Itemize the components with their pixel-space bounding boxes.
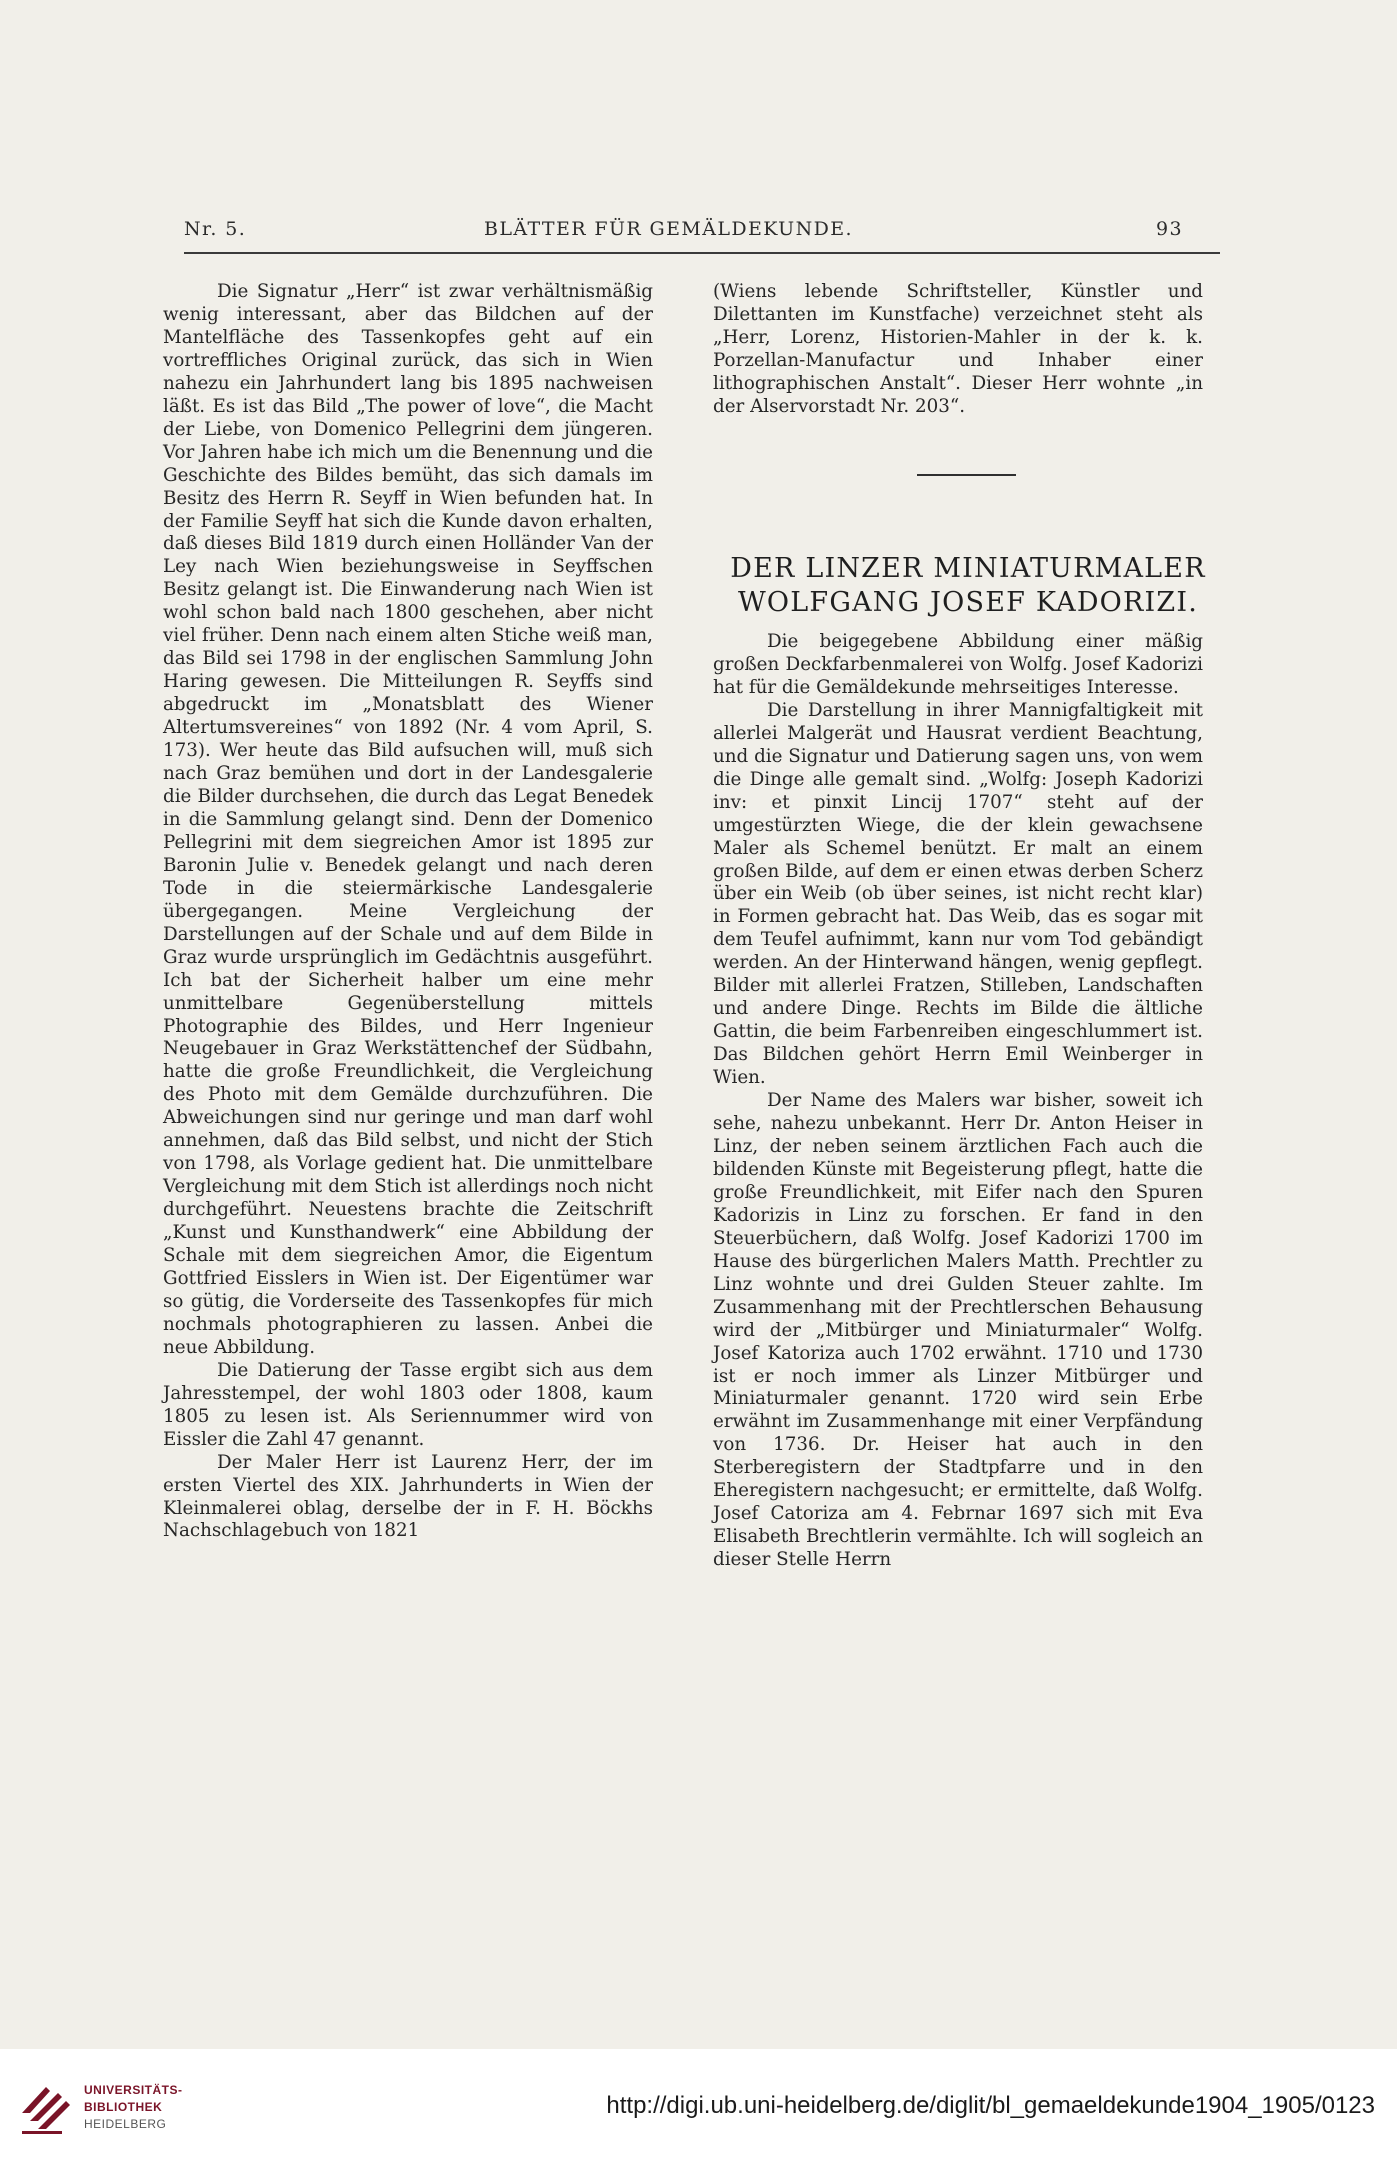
- library-name-line1: UNIVERSITÄTS-: [84, 2083, 183, 2097]
- section-separator: [917, 474, 1016, 476]
- article-title-line2: WOLFGANG JOSEF KADORIZI.: [737, 587, 1199, 618]
- header-rule: [184, 252, 1220, 254]
- left-column: [163, 281, 653, 1543]
- header-page-number: 93: [1156, 218, 1183, 240]
- library-logo-icon: [16, 2073, 76, 2137]
- library-name-line2: BIBLIOTHEK: [84, 2100, 163, 2114]
- paragraph: Die Datierung der Tasse ergibt sich aus dem Jahresstempel, der wohl 1803 oder 1808, kaum 1805 zu lesen ist. Als Seriennummer wird von Eissler die Zahl 47 genannt.: [163, 1359, 653, 1450]
- paragraph: Die beigegebene Abbildung einer mäßig großen Deckfarbenmalerei von Wolfg. Josef Kadorizi hat für die Gemäldekunde mehrseitiges Interesse.: [713, 631, 1203, 698]
- paragraph: Die Signatur „Herr“ ist zwar verhältnismäßig wenig interessant, aber das Bildchen auf der Mantelfläche des Tassenkopfes geht auf ein vortreffliches Original zurück, das sich in Wien nahezu ein Jahrhundert lang bis 1895 nachweisen läßt. Es ist das Bild „The power of love“, die Macht der Liebe, von Domenico Pellegrini dem jüngeren. Vor Jahren habe ich mich um die Benennung und die Geschichte des Bildes bemüht, das sich damals im Besitz des Herrn R. Seyff in Wien befunden hat. In der Familie Seyff hat sich die Kunde davon erhalten, daß dieses Bild 1819 durch einen Holländer Van der Ley nach Wien beziehungsweise in Seyffschen Besitz gelangt ist. Die Einwanderung nach Wien ist wohl schon bald nach 1800 geschehen, aber nicht viel früher. Denn nach einem alten Stiche weiß man, das Bild sei 1798 in der englischen Sammlung John Haring gewesen. Die Mitteilungen R. Seyffs sind abgedruckt im „Monatsblatt des Wiener Altertumsvereines“ von 1892 (Nr. 4 vom April, S. 173). Wer heute das Bild aufsuchen will, muß sich nach Graz bemühen und dort in der Landesgalerie die Bilder durchsehen, die durch das Legat Benedek in die Sammlung gelangt sind. Denn der Domenico Pellegrini mit dem siegreichen Amor ist 1895 zur Baronin Julie v. Benedek gelangt und nach deren Tode in die steiermärkische Landesgalerie übergegangen. Meine Vergleichung der Darstellungen auf der Schale und auf dem Bilde in Graz wurde ursprünglich im Gedächtnis ausgeführt. Ich bat der Sicherheit halber um eine mehr unmittelbare Gegenüberstellung mittels Photographie des Bildes, und Herr Ingenieur Neugebauer in Graz Werkstättenchef der Südbahn, hatte die große Freundlichkeit, die Vergleichung des Photo mit dem Gemälde durchzuführen. Die Abweichungen sind nur geringe und man darf wohl annehmen, daß das Bild selbst, und nicht der Stich von 1798, als Vorlage gedient hat. Die unmittelbare Vergleichung mit dem Stich ist allerdings noch nicht durchgeführt. Neuestens brachte die Zeitschrift „Kunst und Kunsthandwerk“ eine Abbildung der Schale mit dem siegreichen Amor, die Eigentum Gottfried Eisslers in Wien ist. Der Eigentümer war so gütig, die Vorderseite des Tassenkopfes für mich nochmals photographieren zu lassen. Anbei die neue Abbildung.: [163, 281, 653, 1358]
- article-title-line1: DER LINZER MINIATURMALER: [730, 553, 1206, 584]
- paragraph: (Wiens lebende Schriftsteller, Künstler und Dilettanten im Kunstfache) verzeichnet steht als „Herr, Lorenz, Historien-Mahler in der k. k. Porzellan-Manufactur und Inhaber einer lithographischen Anstalt“. Dieser Herr wohnte „in der Alservorstadt Nr. 203“.: [713, 281, 1203, 417]
- paragraph: Der Name des Malers war bisher, soweit ich sehe, nahezu unbekannt. Herr Dr. Anton Heiser in Linz, der neben seinem ärztlichen Fach auch die bildenden Künste mit Begeisterung pflegt, hatte die große Freundlichkeit, mit Eifer nach den Spuren Kadorizis in Linz zu forschen. Er fand in den Steuerbüchern, daß Wolfg. Josef Kadorizi 1700 im Hause des bürgerlichen Malers Matth. Prechtler zu Linz wohnte und drei Gulden Steuer zahlte. Im Zusammenhang mit der Prechtlerschen Behausung wird der „Mitbürger und Miniaturmaler“ Wolfg. Josef Katoriza auch 1702 erwähnt. 1710 und 1730 ist er noch immer als Linzer Mitbürger und Miniaturmaler genannt. 1720 wird sein Erbe erwähnt im Zusammenhange mit einer Verpfändung von 1736. Dr. Heiser hat auch in den Sterberegistern der Stadtpfarre und in den Eheregistern nachgesucht; er ermittelte, daß Wolfg. Josef Catoriza am 4. Febrnar 1697 sich mit Eva Elisabeth Brechtlerin vermählte. Ich will sogleich an dieser Stelle Herrn: [713, 1090, 1203, 1571]
- paragraph: Der Maler Herr ist Laurenz Herr, der im ersten Viertel des XIX. Jahrhunderts in Wien der Kleinmalerei oblag, derselbe der in F. H. Böckhs Nachschlagebuch von 1821: [163, 1451, 653, 1542]
- header-journal-title: BLÄTTER FÜR GEMÄLDEKUNDE.: [484, 218, 853, 240]
- paragraph: Die Darstellung in ihrer Mannigfaltigkeit mit allerlei Malgerät und Hausrat verdient Beachtung, und die Signatur und Datierung sagen uns, von wem die Dinge alle gemalt sind. „Wolfg: Joseph Kadorizi inv: et pinxit Lincij 1707“ steht auf der umgestürzten Wiege, die der klein gewachsene Maler als Schemel benützt. Er malt an einem großen Bilde, auf dem er einen etwas derben Scherz über ein Weib (ob über seines, ist nicht recht klar) in Formen gebracht hat. Das Weib, das es sogar mit dem Teufel aufnimmt, kann nur vom Tod gebändigt werden. An der Hinterwand hängen, wenig gepflegt. Bilder mit allerlei Fratzen, Stilleben, Landschaften und andere Dinge. Rechts im Bilde die ältliche Gattin, die beim Farbenreiben eingeschlummert ist. Das Bildchen gehört Herrn Emil Weinberger in Wien.: [713, 699, 1203, 1089]
- article-body: [713, 631, 1203, 1572]
- header-issue: Nr. 5.: [184, 218, 247, 240]
- permalink-url[interactable]: http://digi.ub.uni-heidelberg.de/diglit/bl_gemaeldekunde1904_1905/0123: [606, 2092, 1375, 2119]
- right-column-continuation: [713, 281, 1203, 419]
- library-name-line3: HEIDELBERG: [84, 2117, 167, 2131]
